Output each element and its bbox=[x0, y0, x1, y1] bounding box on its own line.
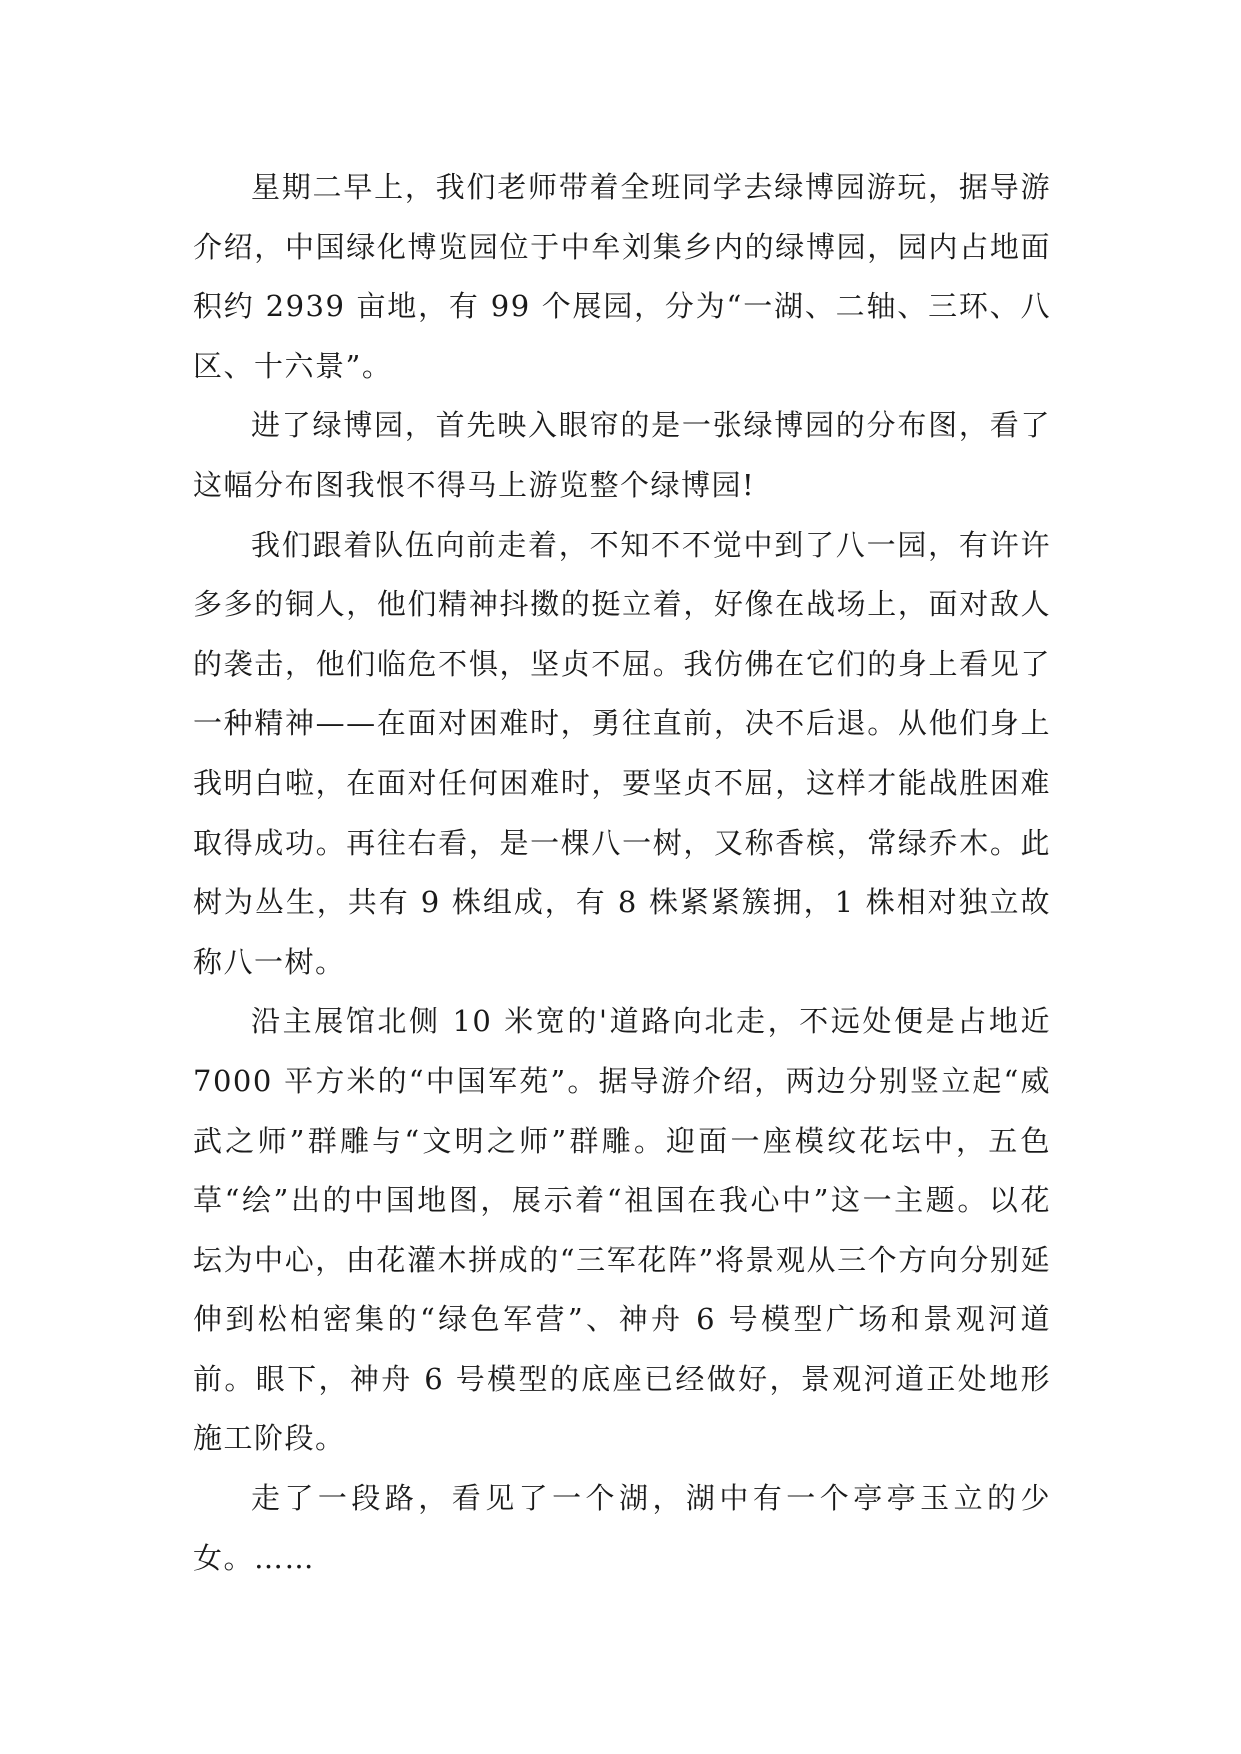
paragraph-military-garden: 沿主展馆北侧 10 米宽的'道路向北走，不远处便是占地近 7000 平方米的“中国军苑”。据导游介绍，两边分别竖立起“威武之师”群雕与“文明之师”群雕。迎面一座模纹花坛中，五色草“绘”出的中国地图，展示着“祖国在我心中”这一主题。以花坛为中心，由花灌木拼成的“三军花阵”将景观从三个方向分别延伸到松柏密集的“绿色军营”、神舟 6 号模型广场和景观河道前。眼下，神舟 6 号模型的底座已经做好，景观河道正处地形施工阶段。 bbox=[193, 1004, 1051, 1456]
paragraph-lake: 走了一段路，看见了一个湖，湖中有一个亭亭玉立的少女。…… bbox=[193, 1481, 1051, 1575]
paragraph-intro: 星期二早上，我们老师带着全班同学去绿博园游玩，据导游介绍，中国绿化博览园位于中牟刘集乡内的绿博园，园内占地面积约 2939 亩地，有 99 个展园，分为“一湖、二轴、三环、八区、十六景”。 bbox=[193, 170, 1051, 383]
paragraph-entrance: 进了绿博园，首先映入眼帘的是一张绿博园的分布图，看了这幅分布图我恨不得马上游览整个绿博园! bbox=[193, 408, 1051, 502]
paragraph-bayi-garden: 我们跟着队伍向前走着，不知不不觉中到了八一园，有许许多多的铜人，他们精神抖擞的挺立着，好像在战场上，面对敌人的袭击，他们临危不惧，坚贞不屈。我仿佛在它们的身上看见了一种精神——在面对困难时，勇往直前，决不后退。从他们身上我明白啦，在面对任何困难时，要坚贞不屈，这样才能战胜困难取得成功。再往右看，是一棵八一树，又称香槟，常绿乔木。此树为丛生，共有 9 株组成，有 8 株紧紧簇拥，1 株相对独立故称八一树。 bbox=[193, 527, 1051, 979]
document-body bbox=[193, 158, 1051, 1588]
